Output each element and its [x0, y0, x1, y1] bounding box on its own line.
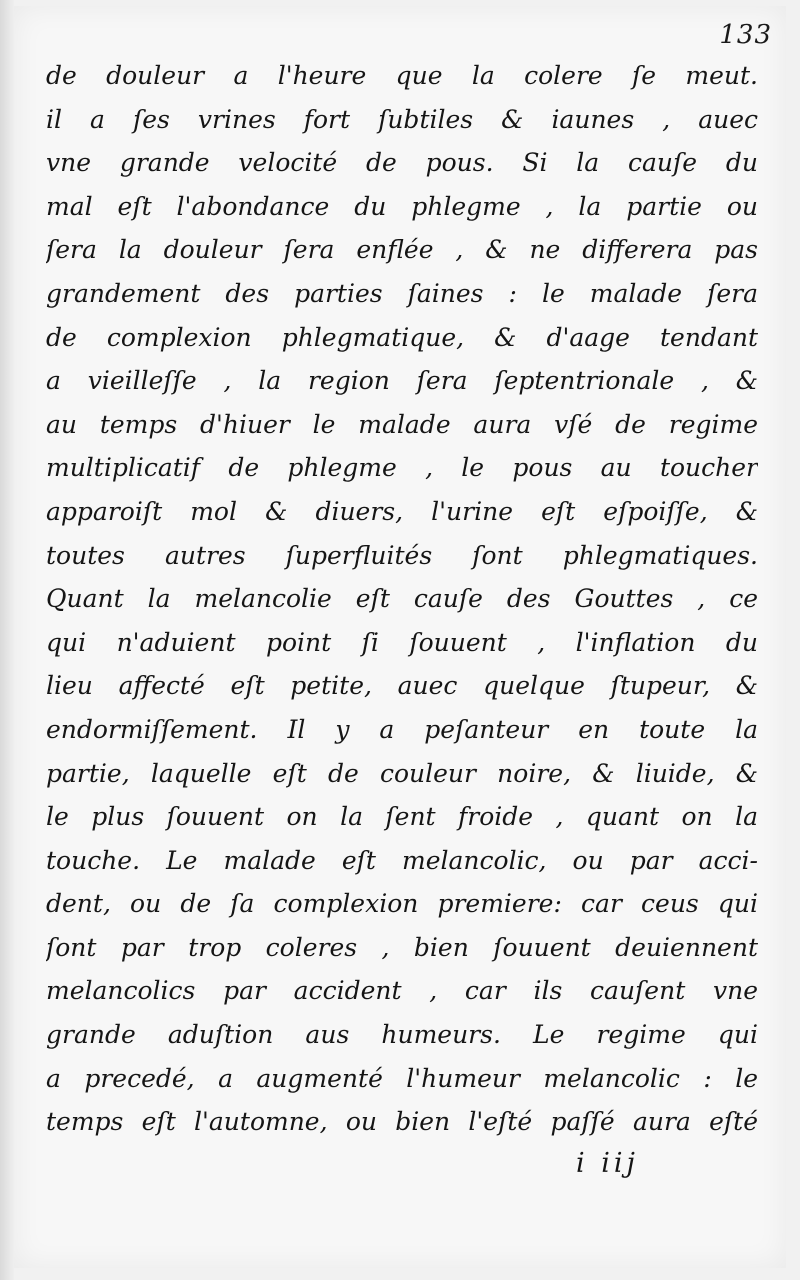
book-gutter	[0, 0, 14, 1280]
text-line: Quant la melancolie eſt cauſe des Gouttes , ce	[46, 584, 758, 614]
text-line: mal eſt l'abondance du phlegme , la partie ou	[46, 191, 758, 221]
text-line: partie, laquelle eſt de couleur noire, & liuide, &	[46, 758, 758, 788]
text-line: au temps d'hiuer le malade aura vſé de regime	[46, 409, 758, 439]
signature-mark: i iij	[576, 1148, 639, 1179]
text-line: multiplicatif de phlegme , le pous au toucher	[46, 453, 758, 483]
text-line: a vieilleſſe , la region ſera ſeptentrionale , &	[46, 366, 758, 396]
text-line: de douleur a l'heure que la colere ſe meut.	[46, 61, 758, 90]
text-line: vne grande velocité de pous. Si la cauſe du	[46, 148, 758, 178]
text-line: le plus ſouuent on la ſent froide , quant on la	[46, 802, 758, 832]
text-line: de complexion phlegmatique, & d'aage tendant	[46, 322, 758, 352]
text-line: a precedé, a augmenté l'humeur melancolic : le	[46, 1063, 758, 1093]
text-line: ſera la douleur ſera enflée , & ne differera pas	[46, 235, 758, 265]
text-line: melancolics par accident , car ils cauſent vne	[46, 976, 758, 1006]
page-body-text	[46, 54, 758, 1144]
text-line: temps eſt l'automne, ou bien l'eſté paſſé aura eſté	[46, 1107, 758, 1137]
text-line: touche. Le malade eſt melancolic, ou par acci-	[46, 845, 758, 875]
text-line: grandement des parties ſaines : le malade ſera	[46, 278, 758, 308]
text-line: ſont par trop coleres , bien ſouuent deuiennent	[46, 932, 758, 962]
text-line: qui n'aduient point ſi ſouuent , l'inflation du	[46, 627, 758, 657]
text-line: dent, ou de ſa complexion premiere: car ceus qui	[46, 889, 758, 919]
text-line: toutes autres ſuperfluités ſont phlegmatiques.	[46, 540, 758, 570]
page-number: 133	[719, 20, 772, 50]
text-line: apparoiſt mol & diuers, l'urine eſt eſpoiſſe, &	[46, 496, 758, 526]
text-line: endormiſſement. Il y a peſanteur en toute la	[46, 714, 758, 744]
text-line: il a ſes vrines fort ſubtiles & iaunes , auec	[46, 104, 758, 134]
text-line: lieu affecté eſt petite, auec quelque ſtupeur, &	[46, 671, 758, 701]
text-line: grande aduſtion aus humeurs. Le regime qui	[46, 1020, 758, 1050]
